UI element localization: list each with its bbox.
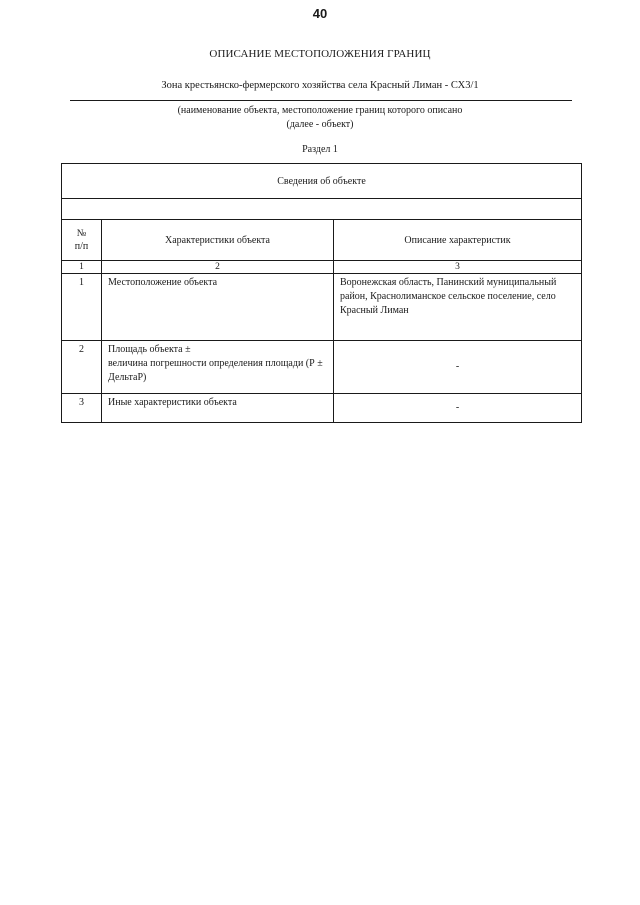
row-description: Воронежская область, Панинский муниципальный район, Краснолиманское сельское поселение, село Красный Лиман	[334, 274, 582, 341]
object-name: Зона крестьянско-фермерского хозяйства села Красный Лиман - СХ3/1	[161, 80, 479, 91]
blank-cell	[62, 199, 582, 220]
column-header-row	[62, 220, 582, 261]
column-header-characteristics: Характеристики объекта	[102, 220, 334, 261]
row-description: -	[334, 341, 582, 394]
column-number-row	[62, 261, 582, 274]
underline-rule	[70, 100, 572, 101]
table-header-row	[62, 164, 582, 199]
table-header: Сведения об объекте	[62, 164, 582, 199]
num-header-line-1: №	[76, 228, 87, 239]
document-title: ОПИСАНИЕ МЕСТОПОЛОЖЕНИЯ ГРАНИЦ	[209, 48, 431, 60]
table-row	[62, 394, 582, 423]
table-row	[62, 274, 582, 341]
caption-line-1: (наименование объекта, местоположение границ которого описано	[177, 105, 463, 116]
row-description: -	[334, 394, 582, 423]
row-number: 2	[62, 341, 102, 394]
column-header-num	[62, 220, 102, 261]
row-characteristic: Местоположение объекта	[102, 274, 334, 341]
num-header-line-2: п/п	[74, 241, 89, 252]
column-number-2: 2	[102, 261, 334, 274]
row-characteristic: Иные характеристики объекта	[102, 394, 334, 423]
column-number-3: 3	[334, 261, 582, 274]
page-number: 40	[312, 6, 328, 21]
table-row	[62, 341, 582, 394]
column-number-1: 1	[62, 261, 102, 274]
characteristic-line-1: Площадь объекта ±	[108, 344, 191, 355]
column-header-description: Описание характеристик	[334, 220, 582, 261]
row-characteristic	[102, 341, 334, 394]
object-caption	[0, 104, 640, 132]
table-blank-row	[62, 199, 582, 220]
object-info-table	[61, 163, 582, 423]
section-heading: Раздел 1	[302, 144, 338, 155]
caption-line-2: (далее - объект)	[286, 119, 354, 130]
characteristic-line-2: величина погрешности определения площади (Р ± ДельтаР)	[108, 358, 323, 383]
row-number: 3	[62, 394, 102, 423]
row-number: 1	[62, 274, 102, 341]
